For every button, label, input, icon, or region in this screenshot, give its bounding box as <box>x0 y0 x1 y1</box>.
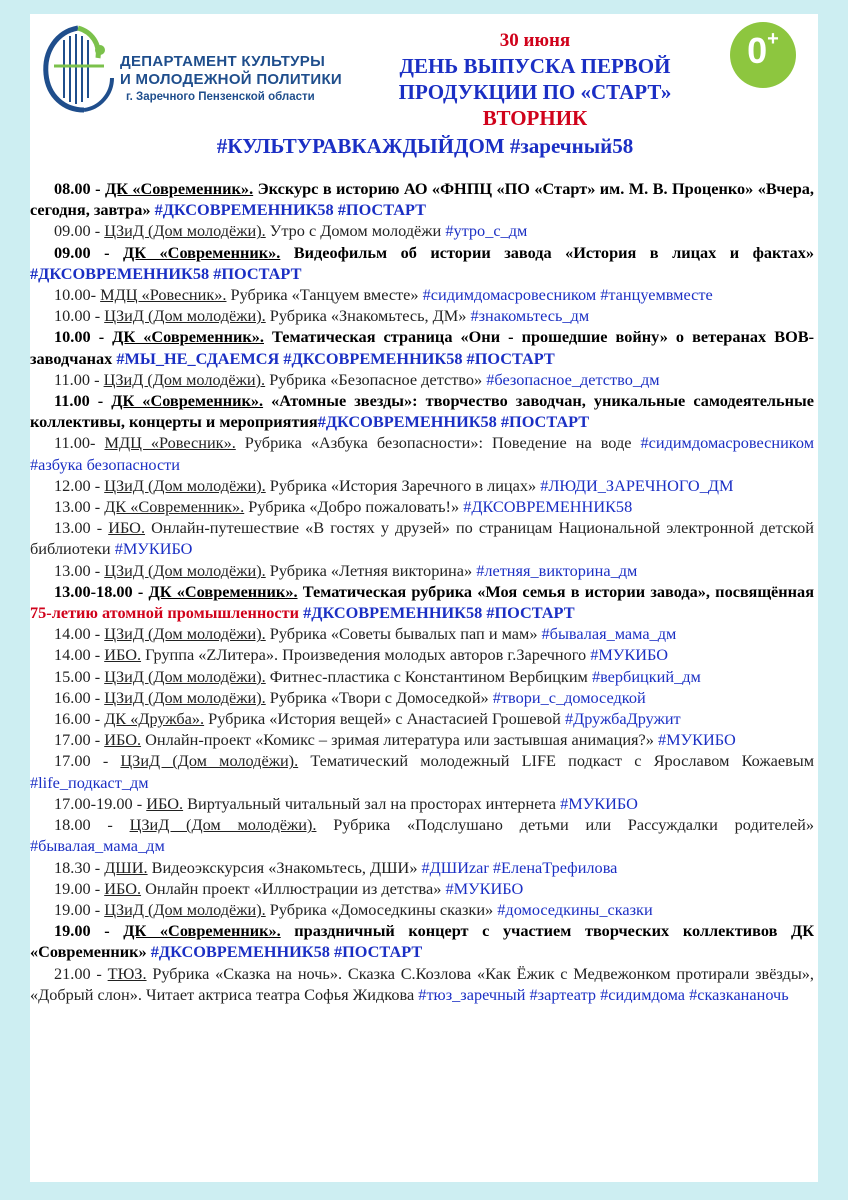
event-description: «Атомные звезды»: творчество заводчан, уникальные самодеятельные коллективы, концерты и мероприятия <box>30 391 814 432</box>
header-hashtags: #КУЛЬТУРАВКАЖДЫЙДОМ #заречный58 <box>216 134 634 158</box>
event-date: 30 июня <box>499 30 571 51</box>
event-hashtags: #домоседкины_сказки <box>497 899 653 919</box>
title-line2: ПРОДУКЦИИ ПО «СТАРТ» <box>398 80 672 104</box>
schedule-item <box>30 899 814 920</box>
schedule-item <box>30 666 814 687</box>
time-separator: - <box>90 369 104 389</box>
event-hashtags: #МУКИБО <box>445 878 524 898</box>
event-description: Рубрика «Советы бывалых пап и мам» <box>265 624 542 644</box>
event-hashtags: #ДКСОВРЕМЕННИК58 #ПОСТАРТ <box>150 942 423 962</box>
time-separator: - <box>90 645 105 665</box>
schedule-list <box>30 178 814 1005</box>
event-description: Видеоэкскурсия «Знакомьтесь, ДШИ» <box>147 857 422 877</box>
event-description: Рубрика «Летняя викторина» <box>265 560 477 580</box>
event-venue: ДК «Современник». <box>111 391 264 411</box>
time-separator: - <box>90 221 105 241</box>
time-separator: - <box>90 921 124 941</box>
event-hashtags: #МУКИБО <box>114 539 193 559</box>
event-description: Рубрика «Добро пожаловать!» <box>244 497 464 517</box>
event-venue: ИБО. <box>108 518 146 538</box>
event-time: 17.00 <box>54 751 91 771</box>
event-description: Онлайн-проект «Комикс – зримая литература или застывшая анимация?» <box>141 730 658 750</box>
time-separator: - <box>90 327 113 347</box>
event-description: праздничный концерт с участием творческих коллективов ДК «Современник» <box>30 921 814 962</box>
event-time: 13.00 <box>54 497 91 517</box>
time-separator: - <box>90 857 105 877</box>
schedule-item <box>30 390 814 432</box>
event-time: 10.00 <box>54 327 91 347</box>
event-hashtags: #бывалая_мама_дм <box>541 624 677 644</box>
schedule-item <box>30 242 814 284</box>
time-separator: - <box>90 815 130 835</box>
event-time: 17.00-19.00 <box>54 793 133 813</box>
event-description: Онлайн проект «Иллюстрации из детства» <box>141 878 446 898</box>
event-time: 11.00 <box>54 369 91 389</box>
event-hashtags: #сидимдомасровесником #азбука безопасности <box>30 433 814 474</box>
poster-page <box>30 14 818 1182</box>
event-hashtags: #МУКИБО <box>590 645 668 665</box>
event-highlight: 75-летию атомной промышленности <box>30 603 300 623</box>
schedule-item <box>30 305 814 326</box>
event-hashtags: #утро_с_дм <box>445 221 528 241</box>
event-venue: ДК «Современник». <box>148 581 298 601</box>
time-separator: - <box>90 179 105 198</box>
time-separator: - <box>90 751 121 771</box>
event-venue: ДК «Современник». <box>123 921 281 941</box>
schedule-item <box>30 560 814 581</box>
schedule-item <box>30 793 814 814</box>
schedule-item <box>30 750 814 792</box>
time-separator: - <box>90 730 105 750</box>
event-venue: ИБО. <box>104 730 142 750</box>
event-time: 10.00- <box>54 285 97 305</box>
event-hashtags: #МЫ_НЕ_СДАЕМСЯ #ДКСОВРЕМЕННИК58 #ПОСТАРТ <box>116 348 555 368</box>
event-venue: ЦЗиД (Дом молодёжи). <box>104 666 266 686</box>
time-separator: - <box>132 793 147 813</box>
event-venue: ЦЗиД (Дом молодёжи). <box>104 475 266 495</box>
age-rating-badge <box>730 22 796 88</box>
event-hashtags: #ДКСОВРЕМЕННИК58 #ПОСТАРТ <box>317 412 590 432</box>
schedule-item <box>30 878 814 899</box>
event-time: 11.00 <box>54 391 90 411</box>
event-description: Видеофильм об истории завода «История в лицах и фактах» <box>280 242 815 262</box>
event-time: 17.00 <box>54 730 91 750</box>
event-venue: МДЦ «Ровесник». <box>100 285 227 305</box>
event-venue: ЦЗиД (Дом молодёжи). <box>104 221 266 241</box>
time-separator: - <box>90 518 109 538</box>
event-description: Рубрика «Безопасное детство» <box>265 369 487 389</box>
schedule-item <box>30 369 814 390</box>
event-description: Рубрика «Твори с Домоседкой» <box>265 687 493 707</box>
schedule-item <box>30 220 814 241</box>
event-description: Тематический молодежный LIFE подкаст с Ярославом Кожаевым <box>298 751 815 771</box>
event-time: 12.00 <box>54 475 91 495</box>
schedule-item <box>30 475 814 496</box>
event-venue: ЦЗиД (Дом молодёжи). <box>103 369 266 389</box>
event-description: Рубрика «История Заречного в лицах» <box>265 475 541 495</box>
event-time: 21.00 <box>54 963 91 983</box>
event-description: Утро с Домом молодёжи <box>265 221 446 241</box>
event-time: 16.00 <box>54 687 91 707</box>
event-time: 18.00 <box>54 815 91 835</box>
event-venue: ТЮЗ. <box>107 963 147 983</box>
event-time: 15.00 <box>54 666 91 686</box>
schedule-item <box>30 581 814 623</box>
logo-text-line3: г. Заречного Пензенской области <box>126 91 315 103</box>
event-venue: ИБО. <box>104 645 142 665</box>
time-separator: - <box>90 899 105 919</box>
event-time: 19.00 <box>54 899 91 919</box>
time-separator: - <box>89 391 112 411</box>
event-hashtags: #ДКСОВРЕМЕННИК58 #ПОСТАРТ <box>154 200 427 220</box>
time-separator: - <box>132 581 149 601</box>
event-venue: ЦЗиД (Дом молодёжи). <box>129 815 317 835</box>
schedule-item <box>30 814 814 856</box>
event-venue: ЦЗиД (Дом молодёжи). <box>104 306 266 326</box>
event-hashtags: #ДКСОВРЕМЕННИК58 #ПОСТАРТ <box>30 263 302 283</box>
age-rating-number: 0 <box>747 30 768 71</box>
event-time: 14.00 <box>54 645 91 665</box>
schedule-item <box>30 687 814 708</box>
event-venue: ЦЗиД (Дом молодёжи). <box>104 687 266 707</box>
event-hashtags: #твори_с_домоседкой <box>492 687 646 707</box>
time-separator: - <box>90 963 108 983</box>
event-description: Рубрика «Танцуем вместе» <box>226 285 423 305</box>
event-time: 09.00 <box>54 221 91 241</box>
event-time: 13.00 <box>54 518 91 538</box>
event-time: 14.00 <box>54 624 91 644</box>
schedule-item <box>30 496 814 517</box>
event-venue: ЦЗиД (Дом молодёжи). <box>120 751 299 771</box>
event-description: Фитнес-пластика с Константином Вербицким <box>265 666 592 686</box>
event-hashtags: #летняя_викторина_дм <box>476 560 638 580</box>
event-hashtags: #вербицкий_дм <box>591 666 701 686</box>
event-venue: ДК «Современник». <box>104 497 245 517</box>
event-description: Группа «ZЛитера». Произведения молодых авторов г.Заречного <box>141 645 591 665</box>
event-time: 16.00 <box>54 709 91 729</box>
department-logo <box>38 22 358 118</box>
event-venue: ИБО. <box>104 878 142 898</box>
schedule-item <box>30 517 814 559</box>
time-separator: - <box>90 709 105 729</box>
schedule-item <box>30 708 814 729</box>
event-venue: ДШИ. <box>104 857 148 877</box>
event-venue: ЦЗиД (Дом молодёжи). <box>104 899 266 919</box>
event-hashtags: #ДКСОВРЕМЕННИК58 #ПОСТАРТ <box>303 603 575 623</box>
event-hashtags: #бывалая_мама_дм <box>30 836 165 856</box>
time-separator: - <box>90 687 105 707</box>
event-hashtags: #ЛЮДИ_ЗАРЕЧНОГО_ДМ <box>540 475 734 495</box>
time-separator: - <box>90 878 105 898</box>
event-description: Тематическая страница «Они - прошедшие войну» о ветеранах ВОВ-заводчанах <box>30 327 815 368</box>
schedule-item <box>30 178 814 220</box>
event-hashtags: #безопасное_детство_дм <box>486 369 660 389</box>
logo-text-line1: ДЕПАРТАМЕНТ КУЛЬТУРЫ <box>120 53 326 70</box>
time-separator: - <box>90 624 105 644</box>
event-hashtags: #МУКИБО <box>560 793 638 813</box>
event-time: 19.00 <box>54 878 91 898</box>
title-line1: ДЕНЬ ВЫПУСКА ПЕРВОЙ <box>399 54 671 78</box>
time-separator: - <box>90 497 105 517</box>
schedule-item <box>30 963 814 1005</box>
event-hashtags: #МУКИБО <box>657 730 736 750</box>
event-time: 13.00-18.00 <box>54 581 133 601</box>
weekday: ВТОРНИК <box>482 106 588 130</box>
event-description: Рубрика «Знакомьтесь, ДМ» <box>265 306 471 326</box>
time-separator: - <box>90 475 105 495</box>
event-hashtags: #тюз_заречный #зартеатр #сидимдома #сказкананочь <box>418 984 789 1004</box>
time-separator: - <box>90 306 105 326</box>
event-description: Виртуальный читальный зал на просторах интернета <box>183 793 561 813</box>
event-venue: ЦЗиД (Дом молодёжи). <box>104 624 266 644</box>
event-hashtags: #life_подкаст_дм <box>30 772 149 792</box>
time-separator: - <box>90 666 105 686</box>
event-description: Рубрика «Домоседкины сказки» <box>265 899 498 919</box>
event-venue: ИБО. <box>146 793 184 813</box>
event-hashtags: #ДКСОВРЕМЕННИК58 <box>463 497 633 517</box>
event-description: Тематическая рубрика «Моя семья в истории завода», посвящённая <box>297 581 814 601</box>
event-venue: МДЦ «Ровесник». <box>104 433 236 453</box>
logo-text-line2: И МОЛОДЕЖНОЙ ПОЛИТИКИ <box>120 71 342 88</box>
event-time: 09.00 <box>54 242 91 262</box>
event-hashtags: #ДШИzar #ЕленаТрефилова <box>421 857 618 877</box>
event-venue: ЦЗиД (Дом молодёжи). <box>104 560 266 580</box>
event-description: Рубрика «История вещей» с Анастасией Грошевой <box>204 709 565 729</box>
event-time: 11.00- <box>54 433 96 453</box>
event-time: 10.00 <box>54 306 91 326</box>
event-hashtags: #знакомьтесь_дм <box>470 306 590 326</box>
event-description: Экскурс в историю АО «ФНПЦ «ПО «Старт» им. М. В. Проценко» «Вчера, сегодня, завтра» <box>30 179 815 220</box>
schedule-item <box>30 326 814 368</box>
event-venue: ДК «Современник». <box>104 179 254 198</box>
event-description: Рубрика «Подслушано детьми или Рассуждалки родителей» <box>316 815 814 835</box>
event-venue: ДК «Современник». <box>112 327 264 347</box>
event-venue: ДК «Современник». <box>123 242 281 262</box>
schedule-item <box>30 729 814 750</box>
schedule-item <box>30 857 814 878</box>
schedule-item <box>30 920 814 962</box>
event-description: Рубрика «Азбука безопасности»: Поведение на воде <box>235 433 641 453</box>
schedule-item <box>30 644 814 665</box>
schedule-item <box>30 432 814 474</box>
age-rating-plus: + <box>767 28 779 50</box>
event-description: Рубрика «Сказка на ночь». Сказка С.Козлова «Как Ёжик с Медвежонком протирали звёзды», «Добрый слон». Читает актриса театра Софья Жидкова <box>30 963 814 1004</box>
time-separator: - <box>90 242 124 262</box>
event-time: 08.00 <box>54 179 91 198</box>
schedule-item <box>30 623 814 644</box>
event-hashtags: #ДружбаДружит <box>564 709 681 729</box>
lyre-logo-icon <box>38 22 118 114</box>
event-time: 19.00 <box>54 921 91 941</box>
event-time: 18.30 <box>54 857 91 877</box>
event-hashtags: #сидимдомасровесником #танцуемвместе <box>422 285 713 305</box>
event-venue: ДК «Дружба». <box>104 709 205 729</box>
event-time: 13.00 <box>54 560 91 580</box>
time-separator: - <box>90 560 105 580</box>
event-description: Онлайн-путешествие «В гостях у друзей» по страницам Национальной электронной детской библиотеки <box>30 518 814 559</box>
schedule-item <box>30 284 814 305</box>
